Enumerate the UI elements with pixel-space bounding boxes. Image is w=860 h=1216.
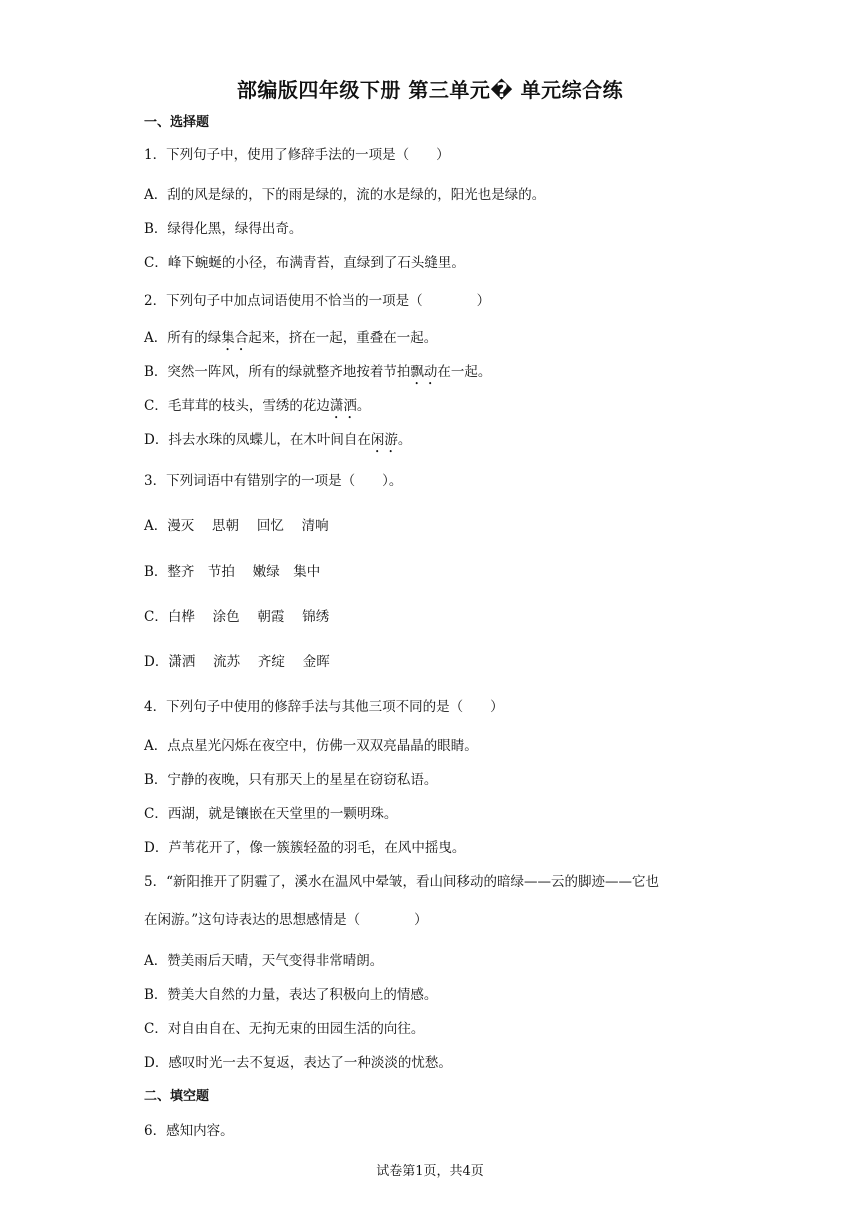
question-1-option-b: B．绿得化黑，绿得出奇。 bbox=[144, 221, 303, 237]
page-footer: 试卷第1页，共4页 bbox=[376, 1164, 484, 1179]
question-1-option-c: C．峰下蜿蜒的小径，布满青苔，直绿到了石头缝里。 bbox=[144, 255, 465, 271]
option-text: 。 bbox=[356, 398, 371, 414]
question-3-option-c: C．白桦 涂色 朝霞 锦绣 bbox=[144, 609, 330, 625]
option-text: 起来，挤在一起，重叠在一起。 bbox=[248, 330, 438, 346]
question-1-option-a: A．刮的风是绿的，下的雨是绿的，流的水是绿的，阳光也是绿的。 bbox=[144, 187, 546, 203]
question-2-stem: 2．下列句子中加点词语使用不恰当的一项是（ ） bbox=[144, 293, 491, 309]
question-4-option-b: B．宁静的夜晚，只有那天上的星星在窃窃私语。 bbox=[144, 772, 438, 788]
dotted-word: 闲游 bbox=[370, 432, 398, 448]
question-1-stem: 1．下列句子中，使用了修辞手法的一项是（ ） bbox=[144, 147, 450, 163]
question-4-option-d: D．芦苇花开了，像一簇簇轻盈的羽毛，在风中摇曳。 bbox=[144, 840, 466, 856]
question-2-option-a bbox=[144, 329, 437, 354]
question-5-option-c: C．对自由自在、无拘无束的田园生活的向往。 bbox=[144, 1021, 425, 1037]
option-text: 在一起。 bbox=[437, 364, 492, 380]
page-title: 部编版四年级下册 第三单元� 单元综合练 bbox=[236, 78, 624, 102]
dotted-word: 集合 bbox=[221, 330, 249, 346]
question-4-option-c: C．西湖，就是镶嵌在天堂里的一颗明珠。 bbox=[144, 806, 398, 822]
question-4-stem: 4．下列句子中使用的修辞手法与其他三项不同的是（ ） bbox=[144, 699, 504, 715]
question-5-option-a: A．赞美雨后天晴，天气变得非常晴朗。 bbox=[144, 953, 384, 969]
dotted-word: 飘动 bbox=[410, 364, 438, 380]
question-5-stem-line-2: 在闲游。”这句诗表达的思想感情是（ ） bbox=[144, 912, 428, 928]
section-heading-fill: 二、填空题 bbox=[144, 1089, 210, 1104]
question-6-stem: 6．感知内容。 bbox=[144, 1123, 234, 1139]
question-4-option-a: A．点点星光闪烁在夜空中，仿佛一双双亮晶晶的眼睛。 bbox=[144, 738, 478, 754]
option-text: B．突然一阵风，所有的绿就整齐地按着节拍 bbox=[144, 364, 411, 380]
question-2-option-b bbox=[144, 363, 491, 388]
question-5-stem-line-1: 5．“新阳推开了阴霾了，溪水在温风中晕皱，看山间移动的暗绿——云的脚迹——它也 bbox=[144, 874, 659, 890]
question-5-option-d: D．感叹时光一去不复返，表达了一种淡淡的忧愁。 bbox=[144, 1055, 452, 1071]
dotted-word: 潇洒 bbox=[329, 398, 357, 414]
question-3-option-b: B．整齐 节拍 嫩绿 集中 bbox=[144, 564, 321, 580]
question-3-option-d: D．潇洒 流苏 齐绽 金晖 bbox=[144, 654, 330, 670]
option-text: D．抖去水珠的凤蝶儿，在木叶间自在 bbox=[144, 432, 371, 448]
option-text: 。 bbox=[397, 432, 412, 448]
option-text: C．毛茸茸的枝头，雪绣的花边 bbox=[144, 398, 330, 414]
option-text: A．所有的绿 bbox=[144, 330, 222, 346]
section-heading-choice: 一、选择题 bbox=[144, 115, 210, 130]
question-3-stem: 3．下列词语中有错别字的一项是（ ）。 bbox=[144, 473, 403, 489]
question-3-option-a: A．漫灭 思朝 回忆 清响 bbox=[144, 518, 329, 534]
question-2-option-c bbox=[144, 397, 370, 422]
question-2-option-d bbox=[144, 431, 411, 456]
question-5-option-b: B．赞美大自然的力量，表达了积极向上的情感。 bbox=[144, 987, 438, 1003]
